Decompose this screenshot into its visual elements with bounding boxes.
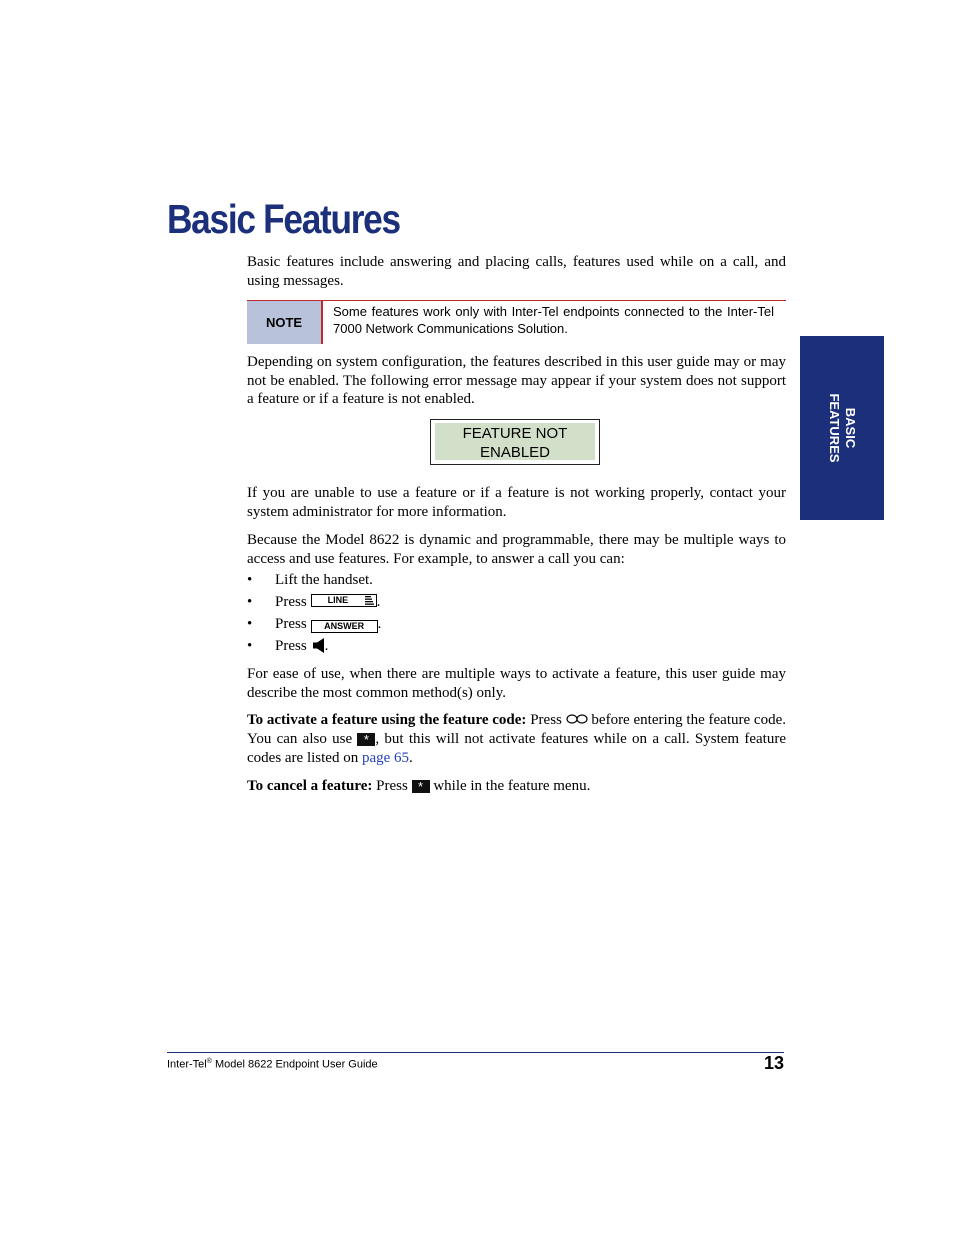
list-item — [247, 614, 786, 636]
activate-text-1: Press — [526, 712, 566, 728]
intro-paragraph: Basic features include answering and placing calls, features used while on a call, and using messages. — [247, 254, 786, 289]
list-item — [247, 636, 786, 658]
list-item-text: Press — [275, 638, 307, 654]
cancel-heading: To cancel a feature: — [247, 778, 373, 794]
bullet: • — [247, 638, 253, 654]
section-tab-line-2: FEATURES — [827, 393, 842, 463]
list-item — [247, 592, 786, 614]
contact-admin-paragraph: If you are unable to use a feature or if a feature is not working properly, contact your system administrator for more information. — [247, 485, 786, 520]
period: . — [377, 616, 382, 632]
line-key-label: LINE — [327, 595, 349, 605]
list-item-text: Press — [275, 616, 307, 632]
activate-heading: To activate a feature using the feature code: — [247, 712, 527, 728]
star-key-icon: * — [412, 780, 430, 793]
note-box — [247, 300, 786, 344]
note-label: NOTE — [247, 301, 323, 344]
footer-brand: Inter-Tel — [167, 1058, 207, 1071]
lcd-line-2: ENABLED — [479, 444, 551, 461]
answer-key-icon: ANSWER — [311, 620, 378, 633]
footer-rule — [167, 1052, 784, 1053]
section-tab — [800, 336, 884, 520]
cancel-text-1: Press — [372, 778, 412, 794]
config-paragraph: Depending on system configuration, the features described in this user guide may or may not be enabled. The following error message may appear if your system does not support a feature or if a feature is not enabled. — [247, 354, 786, 408]
cancel-text-2: while in the feature menu. — [429, 778, 591, 794]
list-item-text: Press — [275, 594, 307, 610]
cancel-feature-paragraph — [247, 777, 786, 796]
feature-key-icon — [566, 714, 588, 724]
activate-text-3: , but this will not activate features while on a call. System feature codes are listed on — [247, 731, 786, 766]
page-number: 13 — [763, 1053, 784, 1073]
page-65-link[interactable]: page 65 — [361, 750, 410, 766]
period: . — [376, 594, 381, 610]
line-bars-icon — [365, 595, 374, 606]
note-text: Some features work only with Inter-Tel endpoints connected to the Inter-Tel 7000 Network Communications Solution. — [333, 304, 774, 336]
speaker-icon — [313, 638, 325, 653]
footer-title — [167, 1058, 378, 1071]
period: . — [324, 638, 329, 654]
multiple-ways-paragraph: Because the Model 8622 is dynamic and programmable, there may be multiple ways to access and use features. For example, to answer a call you can: — [247, 532, 786, 567]
list-item — [247, 570, 786, 592]
list-item-text: Lift the handset. — [275, 572, 373, 588]
line-key-icon — [311, 594, 377, 607]
lcd-display — [430, 419, 600, 465]
section-tab-line-1: BASIC — [843, 407, 858, 449]
bullet: • — [247, 594, 253, 610]
bullet: • — [247, 616, 253, 632]
footer-registered-mark: ® — [206, 1058, 212, 1065]
star-key-icon: * — [357, 733, 375, 746]
ease-of-use-paragraph: For ease of use, when there are multiple ways to activate a feature, this user guide may describe the most common method(s) only. — [247, 666, 786, 701]
activate-feature-paragraph — [247, 711, 786, 768]
activate-text-4: . — [409, 750, 413, 766]
footer-guide-name: Model 8622 Endpoint User Guide — [211, 1058, 378, 1071]
activate-text-2: before entering the feature code. You can also use — [247, 712, 786, 747]
lcd-line-1: FEATURE NOT — [462, 425, 568, 442]
answer-methods-list — [247, 570, 786, 658]
page-title: Basic Features — [167, 196, 400, 242]
bullet: • — [247, 572, 253, 588]
